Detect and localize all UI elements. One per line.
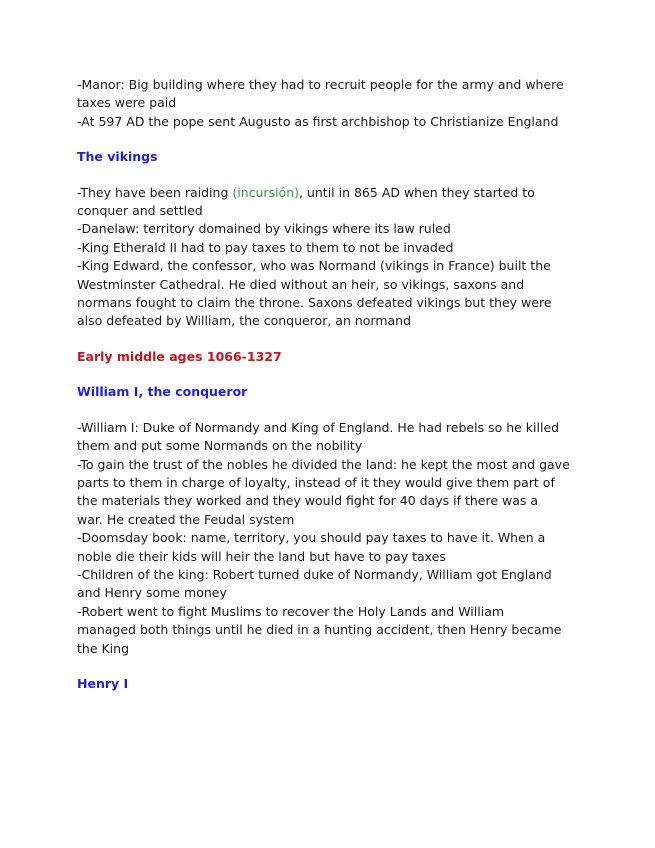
text-line: -Doomsday book: name, territory, you should pay taxes to have it. When a (77, 530, 546, 546)
text-line: -King Etherald II had to pay taxes to them to not be invaded (77, 239, 454, 255)
text-line: -Manor: Big building where they had to recruit people for the army and where (77, 77, 564, 92)
spacer (77, 167, 587, 184)
section-heading-vikings: The vikings (77, 149, 158, 165)
text-line: also defeated by William, the conqueror, an normand (77, 313, 412, 329)
text-segment: , until in 865 AD when they started to (299, 184, 535, 200)
text-line (77, 184, 587, 202)
spacer (77, 366, 587, 383)
text-line: them and put some Normands on the nobility (77, 438, 363, 454)
text-line: managed both things until he died in a hunting accident, then Henry became (77, 622, 562, 638)
spacer (77, 402, 587, 419)
text-line: the King (77, 640, 130, 656)
text-line: noble die their kids will heir the land but have to pay taxes (77, 548, 446, 564)
text-line: normans fought to claim the throne. Saxons defeated vikings but they were (77, 295, 552, 311)
document-page (77, 76, 587, 693)
section-heading-early-middle-ages: Early middle ages 1066-1327 (77, 348, 282, 364)
text-line: the materials they worked and they would fight for 40 days if there was a (77, 493, 539, 509)
section-heading-henry: Henry I (77, 675, 129, 691)
text-line: conquer and settled (77, 203, 203, 219)
text-segment: -They have been raiding (77, 184, 233, 200)
highlighted-term: (incursión) (232, 184, 299, 200)
text-line: war. He created the Feudal system (77, 511, 295, 527)
text-line: -At 597 AD the pope sent Augusto as first archbishop to Christianize England (77, 113, 559, 129)
vikings-paragraph (77, 184, 587, 331)
spacer (77, 131, 587, 148)
text-line: taxes were paid (77, 95, 177, 111)
text-line: and Henry some money (77, 585, 227, 601)
spacer (77, 331, 587, 348)
text-line: parts to them in charge of loyalty, instead of it they would give them part of (77, 474, 555, 490)
spacer (77, 658, 587, 675)
text-line: -Danelaw: territory domained by vikings where its law ruled (77, 221, 451, 237)
text-line: -Robert went to fight Muslims to recover the Holy Lands and William (77, 603, 505, 619)
text-line: Westminster Cathedral. He died without an heir, so vikings, saxons and (77, 276, 525, 292)
section-heading-william: William I, the conqueror (77, 384, 248, 400)
text-line: -To gain the trust of the nobles he divided the land: he kept the most and gave (77, 456, 570, 472)
text-line: -William I: Duke of Normandy and King of England. He had rebels so he killed (77, 419, 560, 435)
william-paragraph (77, 419, 587, 658)
text-line: -King Edward, the confessor, who was Normand (vikings in France) built the (77, 258, 551, 274)
text-line: -Children of the king: Robert turned duke of Normandy, William got England (77, 566, 552, 582)
manor-paragraph (77, 76, 587, 131)
